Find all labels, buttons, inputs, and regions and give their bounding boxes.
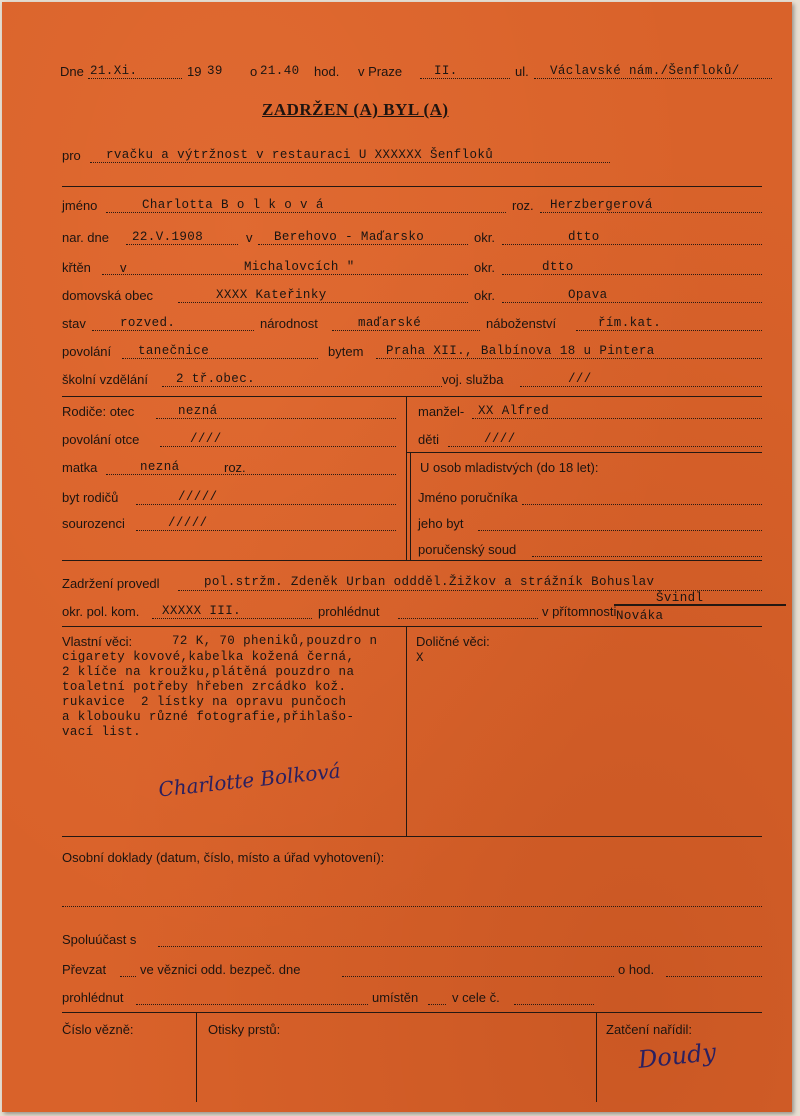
time-prefix: o (250, 64, 258, 79)
vlastni-label: Vlastní věci: (62, 634, 133, 649)
byt-rodicu-line (136, 504, 396, 505)
povolani-otce-line (160, 446, 396, 447)
nar-place: Berehovo - Maďarsko (274, 230, 425, 244)
povolani-otce-label: povolání otce (62, 432, 140, 447)
prevzat-label: Převzat (62, 962, 107, 977)
stav-line (92, 330, 254, 331)
divider (62, 186, 762, 187)
okr-kom-value: XXXXX III. (162, 604, 242, 618)
vlastni-line-2: cigarety kovové,kabelka kožená černá, (62, 650, 355, 664)
family-top-border (62, 396, 762, 397)
vlastni-line-4: toaletní potřeby hřeben zrcádko kož. (62, 680, 347, 694)
manzel-line (472, 418, 762, 419)
sluzba-label: voj. služba (442, 372, 504, 387)
family-bottom-border (62, 560, 762, 561)
manzel-label: manžel- (418, 404, 465, 419)
prevzat-line-b (342, 976, 614, 977)
o-hod-line (666, 976, 762, 977)
dne-label: Dne (60, 64, 84, 79)
nar-v-label: v (246, 230, 253, 245)
krten-v-label: v (120, 260, 127, 275)
nabozenstvi-value: řím.kat. (598, 316, 662, 330)
domovska-line (178, 302, 468, 303)
povolani-value: tanečnice (138, 344, 210, 358)
domovska-label: domovská obec (62, 288, 154, 303)
matka-roz-label: roz. (224, 460, 246, 475)
prisoner-signature: Charlotte Bolková (157, 758, 342, 802)
prohlednut-label-top: prohlédnut (318, 604, 380, 619)
pritomnosti-strike (614, 604, 786, 606)
sourozenci-line (136, 530, 396, 531)
bytem-line (376, 358, 762, 359)
byt-rodicu-label: byt rodičů (62, 490, 119, 505)
officer-signature: Doudy (636, 1037, 718, 1075)
nar-label: nar. dne (62, 230, 109, 245)
belongings-top-border (62, 626, 762, 627)
sourozenci-value: ///// (168, 516, 208, 530)
belongings-bottom-border (62, 836, 762, 837)
otec-label: Rodiče: otec (62, 404, 135, 419)
form-title: ZADRŽEN (A) BYL (A) (262, 100, 449, 119)
narodnost-line (332, 330, 480, 331)
okr-kom-line (152, 618, 312, 619)
vlastni-line-1: 72 K, 70 pheniků,pouzdro n (172, 634, 378, 648)
minors-left-border (410, 452, 411, 560)
otisky-label: Otisky prstů: (208, 1022, 281, 1037)
zatceni-label: Zatčení nařídil: (606, 1022, 692, 1037)
cele-line (514, 1004, 594, 1005)
prevzat-text: ve věznici odd. bezpeč. dne (140, 962, 301, 977)
otec-line (156, 418, 396, 419)
roz-line (540, 212, 762, 213)
nar-okr-label: okr. (474, 230, 495, 245)
bytem-label: bytem (328, 344, 364, 359)
narodnost-label: národnost (260, 316, 318, 331)
nar-okr-value: dtto (568, 230, 600, 244)
roz-label: roz. (512, 198, 534, 213)
doklady-label: Osobní doklady (datum, číslo, místo a úřad vyhotovení): (62, 850, 385, 865)
krten-label: křtěn (62, 260, 91, 275)
krten-okr-line (502, 274, 762, 275)
year-value: 39 (207, 64, 223, 78)
narodnost-value: maďarské (358, 316, 422, 330)
vlastni-line-3: 2 klíče na kroužku,plátěná pouzdro na (62, 665, 355, 679)
pritomnosti-label: v přítomnosti (542, 604, 617, 619)
footer-divider-1 (196, 1012, 197, 1102)
spoluucast-label: Spoluúčast s (62, 932, 137, 947)
dolicne-label: Doličné věci: (416, 634, 490, 649)
footer-border (62, 1012, 762, 1013)
nar-place-line (258, 244, 468, 245)
time-value: 21.40 (260, 64, 300, 78)
district-value: II. (434, 64, 458, 78)
ul-label: ul. (515, 64, 529, 79)
bytem-value: Praha XII., Balbínova 18 u Pintera (386, 344, 655, 358)
provedl-value: pol.stržm. Zdeněk Urban oddděl.Žižkov a strážník Bohuslav (204, 575, 655, 589)
minors-header: U osob mladistvých (do 18 let): (420, 460, 599, 475)
date-line (88, 78, 182, 79)
jmeno-value: Charlotta B o l k o v á (142, 198, 324, 212)
minors-top-border (406, 452, 762, 453)
pritomnosti-value: Nováka (616, 609, 664, 623)
okr-kom-label: okr. pol. kom. (62, 604, 140, 619)
domovska-okr-value: Opava (568, 288, 608, 302)
detention-form (2, 2, 792, 1112)
footer-divider-2 (596, 1012, 597, 1102)
v-praze-label: v Praze (358, 64, 403, 79)
street-value: Václavské nám./Šenfloků/ (550, 64, 740, 78)
nar-okr-line (502, 244, 762, 245)
umisten-line (428, 1004, 446, 1005)
umisten-label: umístěn (372, 990, 419, 1005)
o-hod-label: o hod. (618, 962, 655, 977)
povolani-line (122, 358, 318, 359)
doklady-line (62, 906, 762, 907)
deti-line (448, 446, 762, 447)
manzel-value: XX Alfred (478, 404, 550, 418)
jmeno-line (106, 212, 506, 213)
district-line (420, 78, 510, 79)
povolani-otce-value: //// (190, 432, 222, 446)
vzdelani-value: 2 tř.obec. (176, 372, 256, 386)
spoluucast-line (158, 946, 762, 947)
krten-line (102, 274, 468, 275)
jeho-byt-label: jeho byt (418, 516, 464, 531)
provedl-continuation: Švindl (656, 591, 704, 605)
sluzba-value: /// (568, 372, 592, 386)
street-line (534, 78, 772, 79)
domovska-okr-label: okr. (474, 288, 495, 303)
nabozenstvi-line (576, 330, 762, 331)
sourozenci-label: sourozenci (62, 516, 125, 531)
sluzba-line (520, 386, 762, 387)
provedl-label: Zadržení provedl (62, 576, 160, 591)
date-value: 21.Xi. (90, 64, 138, 78)
belongings-mid-border (406, 626, 407, 836)
jeho-byt-line (478, 530, 762, 531)
matka-value: nezná (140, 460, 180, 474)
vzdelani-line (162, 386, 442, 387)
vlastni-line-5: rukavice 2 lístky na opravu punčoch (62, 695, 347, 709)
soud-line (532, 556, 762, 557)
reason-line (90, 162, 610, 163)
prevzat-line-a (120, 976, 136, 977)
vzdelani-label: školní vzdělání (62, 372, 148, 387)
krten-okr-label: okr. (474, 260, 495, 275)
domovska-okr-line (502, 302, 762, 303)
cislo-label: Číslo vězně: (62, 1022, 134, 1037)
vlastni-line-6: a klobouku různé fotografie,přihlašo- (62, 710, 355, 724)
soud-label: poručenský soud (418, 542, 517, 557)
deti-value: //// (484, 432, 516, 446)
domovska-value: XXXX Kateřinky (216, 288, 327, 302)
prohlednut-line (136, 1004, 368, 1005)
nar-date: 22.V.1908 (132, 230, 204, 244)
family-mid-border (406, 396, 407, 560)
jmeno-label: jméno (62, 198, 98, 213)
stav-label: stav (62, 316, 86, 331)
cele-label: v cele č. (452, 990, 500, 1005)
prohlednut-label: prohlédnut (62, 990, 124, 1005)
krten-okr-value: dtto (542, 260, 574, 274)
deti-label: děti (418, 432, 439, 447)
roz-value: Herzbergerová (550, 198, 653, 212)
nabozenstvi-label: náboženství (486, 316, 557, 331)
year-prefix: 19 (187, 64, 202, 79)
matka-label: matka (62, 460, 98, 475)
reason-label: pro (62, 148, 81, 163)
vlastni-line-7: vací list. (62, 725, 142, 739)
porucnik-line (522, 504, 762, 505)
dolicne-mark: X (416, 651, 424, 665)
povolani-label: povolání (62, 344, 112, 359)
prohlednut-line-top (398, 618, 538, 619)
otec-value: nezná (178, 404, 218, 418)
krten-place: Michalovcích " (244, 260, 355, 274)
matka-line (106, 474, 396, 475)
hod-label: hod. (314, 64, 340, 79)
stav-value: rozved. (120, 316, 176, 330)
byt-rodicu-value: ///// (178, 490, 218, 504)
nar-date-line (126, 244, 238, 245)
reason-value: rvačku a výtržnost v restauraci U XXXXXX Šenfloků (106, 148, 494, 162)
porucnik-label: Jméno poručníka (418, 490, 518, 505)
